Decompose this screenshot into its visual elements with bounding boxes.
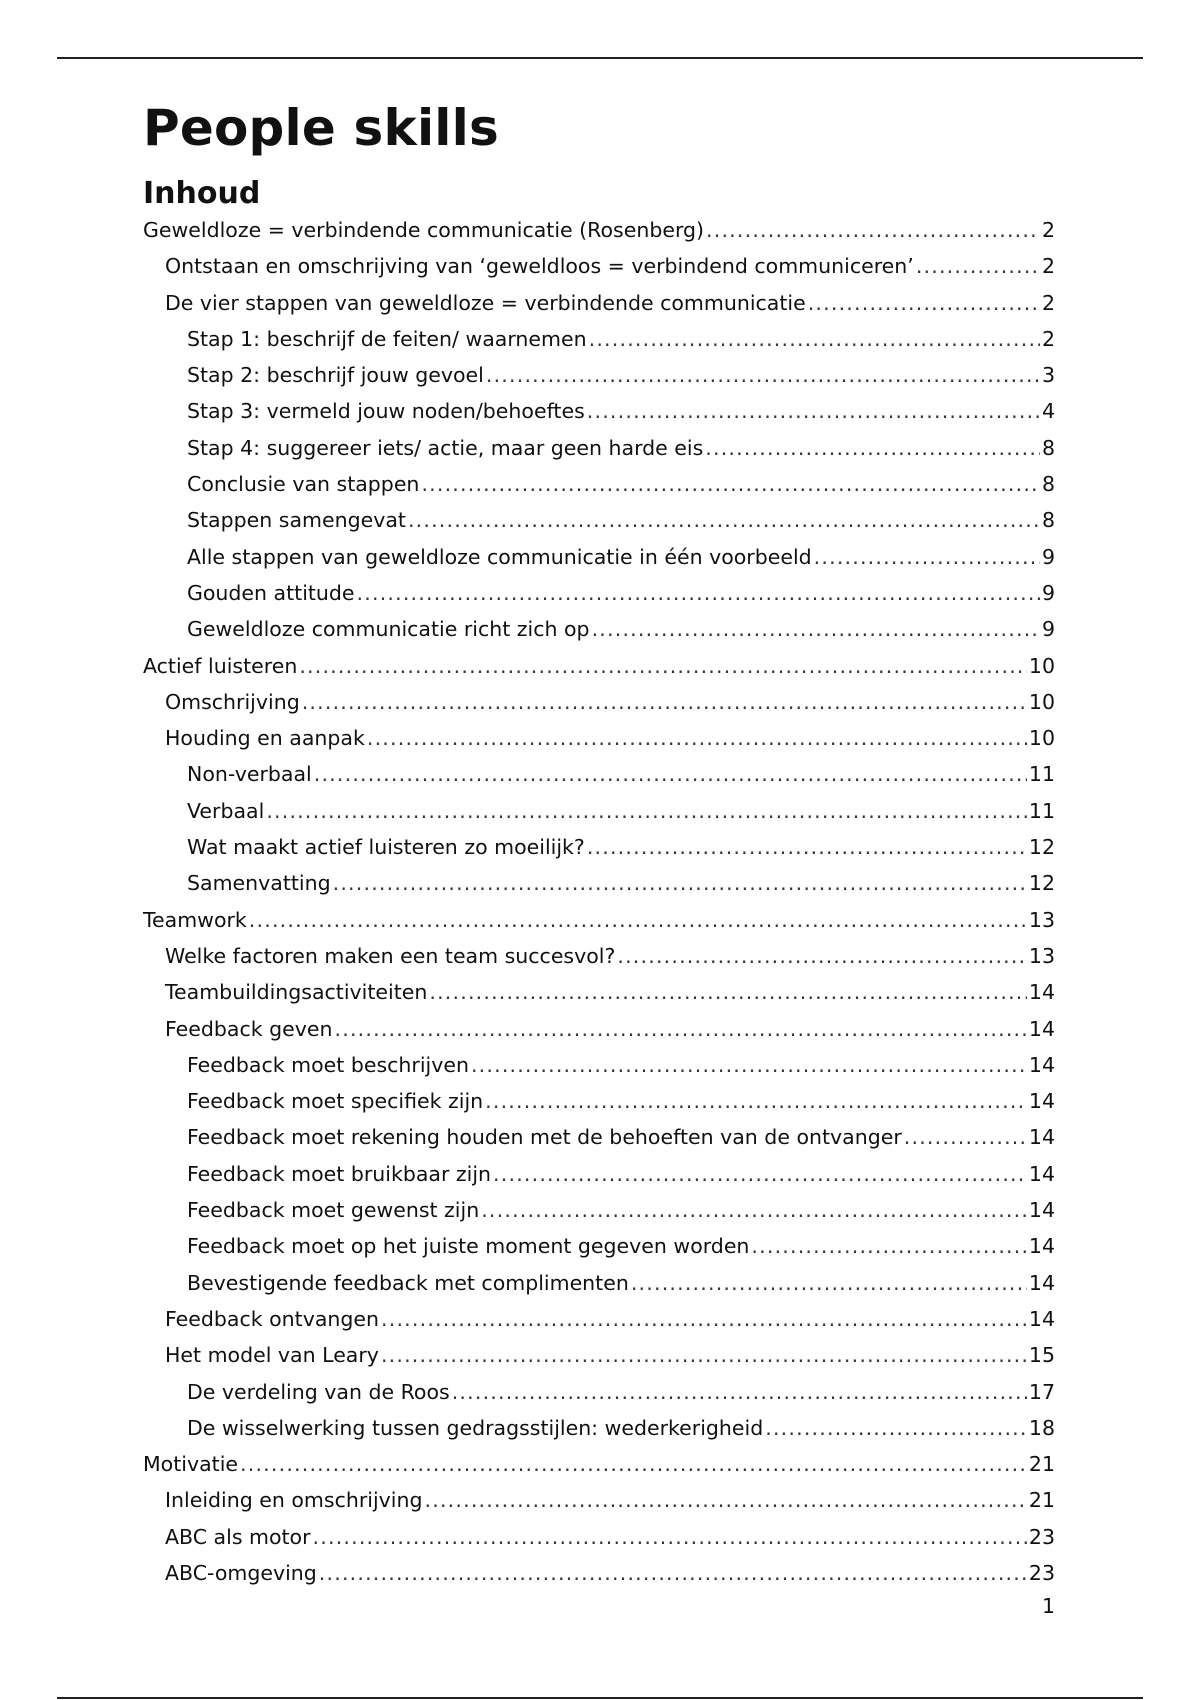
toc-dot-leader (313, 1525, 1027, 1549)
toc-entry-page: 21 (1028, 1488, 1055, 1513)
toc-entry-page: 21 (1028, 1452, 1055, 1477)
toc-dot-leader (617, 944, 1027, 968)
page-number: 1 (1041, 1594, 1055, 1618)
toc-dot-leader (335, 1017, 1027, 1041)
toc-entry[interactable] (143, 545, 1055, 581)
toc-dot-leader (589, 327, 1040, 351)
toc-entry-page: 13 (1028, 907, 1055, 932)
toc-entry[interactable] (143, 1525, 1055, 1561)
toc-dot-leader (587, 835, 1027, 859)
toc-entry-page: 3 (1041, 363, 1055, 388)
toc-dot-leader (706, 218, 1040, 242)
toc-entry-page: 23 (1028, 1524, 1055, 1549)
toc-entry[interactable] (143, 1125, 1055, 1161)
toc-entry-page: 8 (1041, 435, 1055, 460)
header-rule (57, 57, 1143, 59)
toc-entry-title: Welke factoren maken een team succesvol? (165, 943, 616, 968)
toc-entry[interactable] (143, 908, 1055, 944)
toc-entry[interactable] (143, 835, 1055, 871)
toc-entry-page: 4 (1041, 399, 1055, 424)
toc-dot-leader (240, 1452, 1027, 1476)
toc-dot-leader (381, 1343, 1027, 1367)
toc-entry[interactable] (143, 1307, 1055, 1343)
toc-dot-leader (486, 363, 1040, 387)
toc-entry-title: Feedback moet specifiek zijn (187, 1089, 484, 1114)
toc-entry-title: Conclusie van stappen (187, 472, 420, 497)
toc-entry-title: Ontstaan en omschrijving van ‘geweldloos = verbindend communiceren’ (165, 254, 914, 279)
toc-entry-title: Stap 1: beschrijf de feiten/ waarnemen (187, 326, 587, 351)
toc-entry-title: Feedback moet beschrijven (187, 1052, 469, 1077)
toc-entry-title: De verdeling van de Roos (187, 1379, 450, 1404)
toc-entry[interactable] (143, 654, 1055, 690)
toc-entry[interactable] (143, 1017, 1055, 1053)
toc-entry-page: 14 (1028, 1089, 1055, 1114)
toc-entry-title: Samenvatting (187, 871, 331, 896)
toc-entry-title: Wat maakt actief luisteren zo moeilijk? (187, 835, 585, 860)
toc-entry-title: Feedback moet bruikbaar zijn (187, 1161, 492, 1186)
toc-entry[interactable] (143, 1488, 1055, 1524)
toc-dot-leader (904, 1125, 1027, 1149)
toc-dot-leader (314, 762, 1027, 786)
toc-entry[interactable] (143, 291, 1055, 327)
toc-entry-page: 10 (1028, 653, 1055, 678)
toc-entry-page: 2 (1041, 290, 1055, 315)
toc-entry-title: De wisselwerking tussen gedragsstijlen: wederkerigheid (187, 1415, 764, 1440)
toc-entry[interactable] (143, 363, 1055, 399)
toc-entry[interactable] (143, 1380, 1055, 1416)
toc-entry-title: Houding en aanpak (165, 726, 365, 751)
toc-entry[interactable] (143, 327, 1055, 363)
toc-dot-leader (249, 908, 1027, 932)
toc-entry-page: 14 (1028, 980, 1055, 1005)
toc-entry[interactable] (143, 1089, 1055, 1125)
toc-entry-title: Bevestigende feedback met complimenten (187, 1270, 629, 1295)
toc-entry[interactable] (143, 799, 1055, 835)
toc-entry-page: 8 (1041, 472, 1055, 497)
toc-entry-title: Stap 4: suggereer iets/ actie, maar geen harde eis (187, 435, 704, 460)
toc-entry[interactable] (143, 871, 1055, 907)
toc-entry[interactable] (143, 1343, 1055, 1379)
toc-entry-title: De vier stappen van geweldloze = verbindende communicatie (165, 290, 806, 315)
toc-entry-title: Inleiding en omschrijving (165, 1488, 423, 1513)
toc-entry-title: Motivatie (143, 1452, 239, 1477)
toc-entry-title: Gouden attitude (187, 580, 355, 605)
toc-entry-title: Feedback moet op het juiste moment gegeven worden (187, 1234, 750, 1259)
toc-entry[interactable] (143, 472, 1055, 508)
toc-entry-title: Het model van Leary (165, 1343, 379, 1368)
toc-entry-page: 9 (1041, 617, 1055, 642)
toc-entry-title: Teambuildingsactiviteiten (165, 980, 428, 1005)
toc-entry-title: Stappen samengevat (187, 508, 406, 533)
toc-entry-title: Stap 2: beschrijf jouw gevoel (187, 363, 484, 388)
document-title: People skills (143, 99, 499, 157)
toc-entry-page: 14 (1028, 1198, 1055, 1223)
toc-entry[interactable] (143, 617, 1055, 653)
toc-entry-page: 12 (1028, 835, 1055, 860)
toc-entry-page: 2 (1041, 218, 1055, 242)
toc-dot-leader (367, 726, 1027, 750)
toc-entry-title: Feedback geven (165, 1016, 333, 1041)
toc-dot-leader (587, 399, 1040, 423)
toc-entry-page: 12 (1028, 871, 1055, 896)
toc-entry-page: 11 (1028, 762, 1055, 787)
toc-dot-leader (808, 291, 1040, 315)
toc-entry-title: ABC-omgeving (165, 1560, 317, 1585)
toc-entry-page: 14 (1028, 1306, 1055, 1331)
toc-entry-page: 14 (1028, 1016, 1055, 1041)
table-of-contents (143, 218, 1055, 1597)
toc-dot-leader (266, 799, 1027, 823)
toc-dot-leader (814, 545, 1040, 569)
toc-entry-page: 8 (1041, 508, 1055, 533)
toc-entry-title: Feedback ontvangen (165, 1306, 380, 1331)
toc-entry-title: Feedback moet gewenst zijn (187, 1198, 480, 1223)
toc-dot-leader (302, 690, 1027, 714)
toc-dot-leader (485, 1089, 1027, 1113)
toc-entry[interactable] (143, 218, 1055, 254)
toc-entry[interactable] (143, 581, 1055, 617)
toc-entry-page: 13 (1028, 943, 1055, 968)
toc-entry-page: 18 (1028, 1415, 1055, 1440)
toc-entry-page: 9 (1041, 580, 1055, 605)
toc-dot-leader (493, 1162, 1027, 1186)
toc-entry[interactable] (143, 1053, 1055, 1089)
toc-entry[interactable] (143, 1234, 1055, 1270)
toc-entry-page: 2 (1041, 254, 1055, 279)
toc-entry-title: Geweldloze = verbindende communicatie (Rosenberg) (143, 218, 705, 242)
toc-dot-leader (751, 1234, 1026, 1258)
toc-dot-leader (333, 871, 1027, 895)
toc-entry-page: 23 (1028, 1560, 1055, 1585)
toc-entry-title: ABC als motor (165, 1524, 311, 1549)
toc-dot-leader (452, 1380, 1027, 1404)
toc-dot-leader (299, 654, 1027, 678)
toc-dot-leader (408, 508, 1040, 532)
toc-dot-leader (381, 1307, 1027, 1331)
toc-entry[interactable] (143, 436, 1055, 472)
toc-entry-title: Geweldloze communicatie richt zich op (187, 617, 590, 642)
toc-entry[interactable] (143, 1416, 1055, 1452)
toc-heading: Inhoud (143, 176, 261, 211)
toc-entry-page: 14 (1028, 1125, 1055, 1150)
toc-entry-page: 14 (1028, 1161, 1055, 1186)
toc-entry-page: 2 (1041, 326, 1055, 351)
toc-entry-title: Feedback moet rekening houden met de behoeften van de ontvanger (187, 1125, 902, 1150)
toc-entry-title: Non-verbaal (187, 762, 312, 787)
toc-dot-leader (429, 980, 1027, 1004)
toc-entry-title: Verbaal (187, 798, 265, 823)
toc-entry-title: Teamwork (143, 907, 247, 932)
toc-dot-leader (357, 581, 1040, 605)
toc-entry-page: 14 (1028, 1052, 1055, 1077)
toc-entry-page: 15 (1028, 1343, 1055, 1368)
toc-entry-title: Alle stappen van geweldloze communicatie in één voorbeeld (187, 544, 812, 569)
toc-dot-leader (421, 472, 1040, 496)
toc-dot-leader (425, 1488, 1027, 1512)
toc-entry[interactable] (143, 1452, 1055, 1488)
toc-entry-title: Omschrijving (165, 689, 300, 714)
toc-entry-page: 17 (1028, 1379, 1055, 1404)
toc-entry[interactable] (143, 399, 1055, 435)
toc-entry[interactable] (143, 1198, 1055, 1234)
toc-entry[interactable] (143, 980, 1055, 1016)
toc-dot-leader (705, 436, 1040, 460)
footer-rule (57, 1697, 1143, 1699)
toc-entry-page: 14 (1028, 1270, 1055, 1295)
toc-entry-page: 10 (1028, 689, 1055, 714)
toc-entry[interactable] (143, 762, 1055, 798)
toc-entry-page: 9 (1041, 544, 1055, 569)
toc-dot-leader (631, 1271, 1027, 1295)
toc-entry-title: Actief luisteren (143, 653, 298, 678)
toc-dot-leader (765, 1416, 1027, 1440)
toc-entry-page: 14 (1028, 1234, 1055, 1259)
toc-dot-leader (592, 617, 1040, 641)
toc-dot-leader (916, 254, 1040, 278)
toc-entry[interactable] (143, 726, 1055, 762)
toc-entry-page: 10 (1028, 726, 1055, 751)
toc-entry[interactable] (143, 690, 1055, 726)
toc-entry[interactable] (143, 944, 1055, 980)
toc-entry[interactable] (143, 508, 1055, 544)
toc-entry[interactable] (143, 1162, 1055, 1198)
toc-dot-leader (319, 1561, 1027, 1585)
toc-entry-title: Stap 3: vermeld jouw noden/behoeftes (187, 399, 585, 424)
toc-dot-leader (471, 1053, 1027, 1077)
toc-entry[interactable] (143, 254, 1055, 290)
toc-entry[interactable] (143, 1271, 1055, 1307)
page-content (143, 94, 1055, 1597)
toc-dot-leader (481, 1198, 1027, 1222)
toc-entry-page: 11 (1028, 798, 1055, 823)
toc-entry[interactable] (143, 1561, 1055, 1597)
